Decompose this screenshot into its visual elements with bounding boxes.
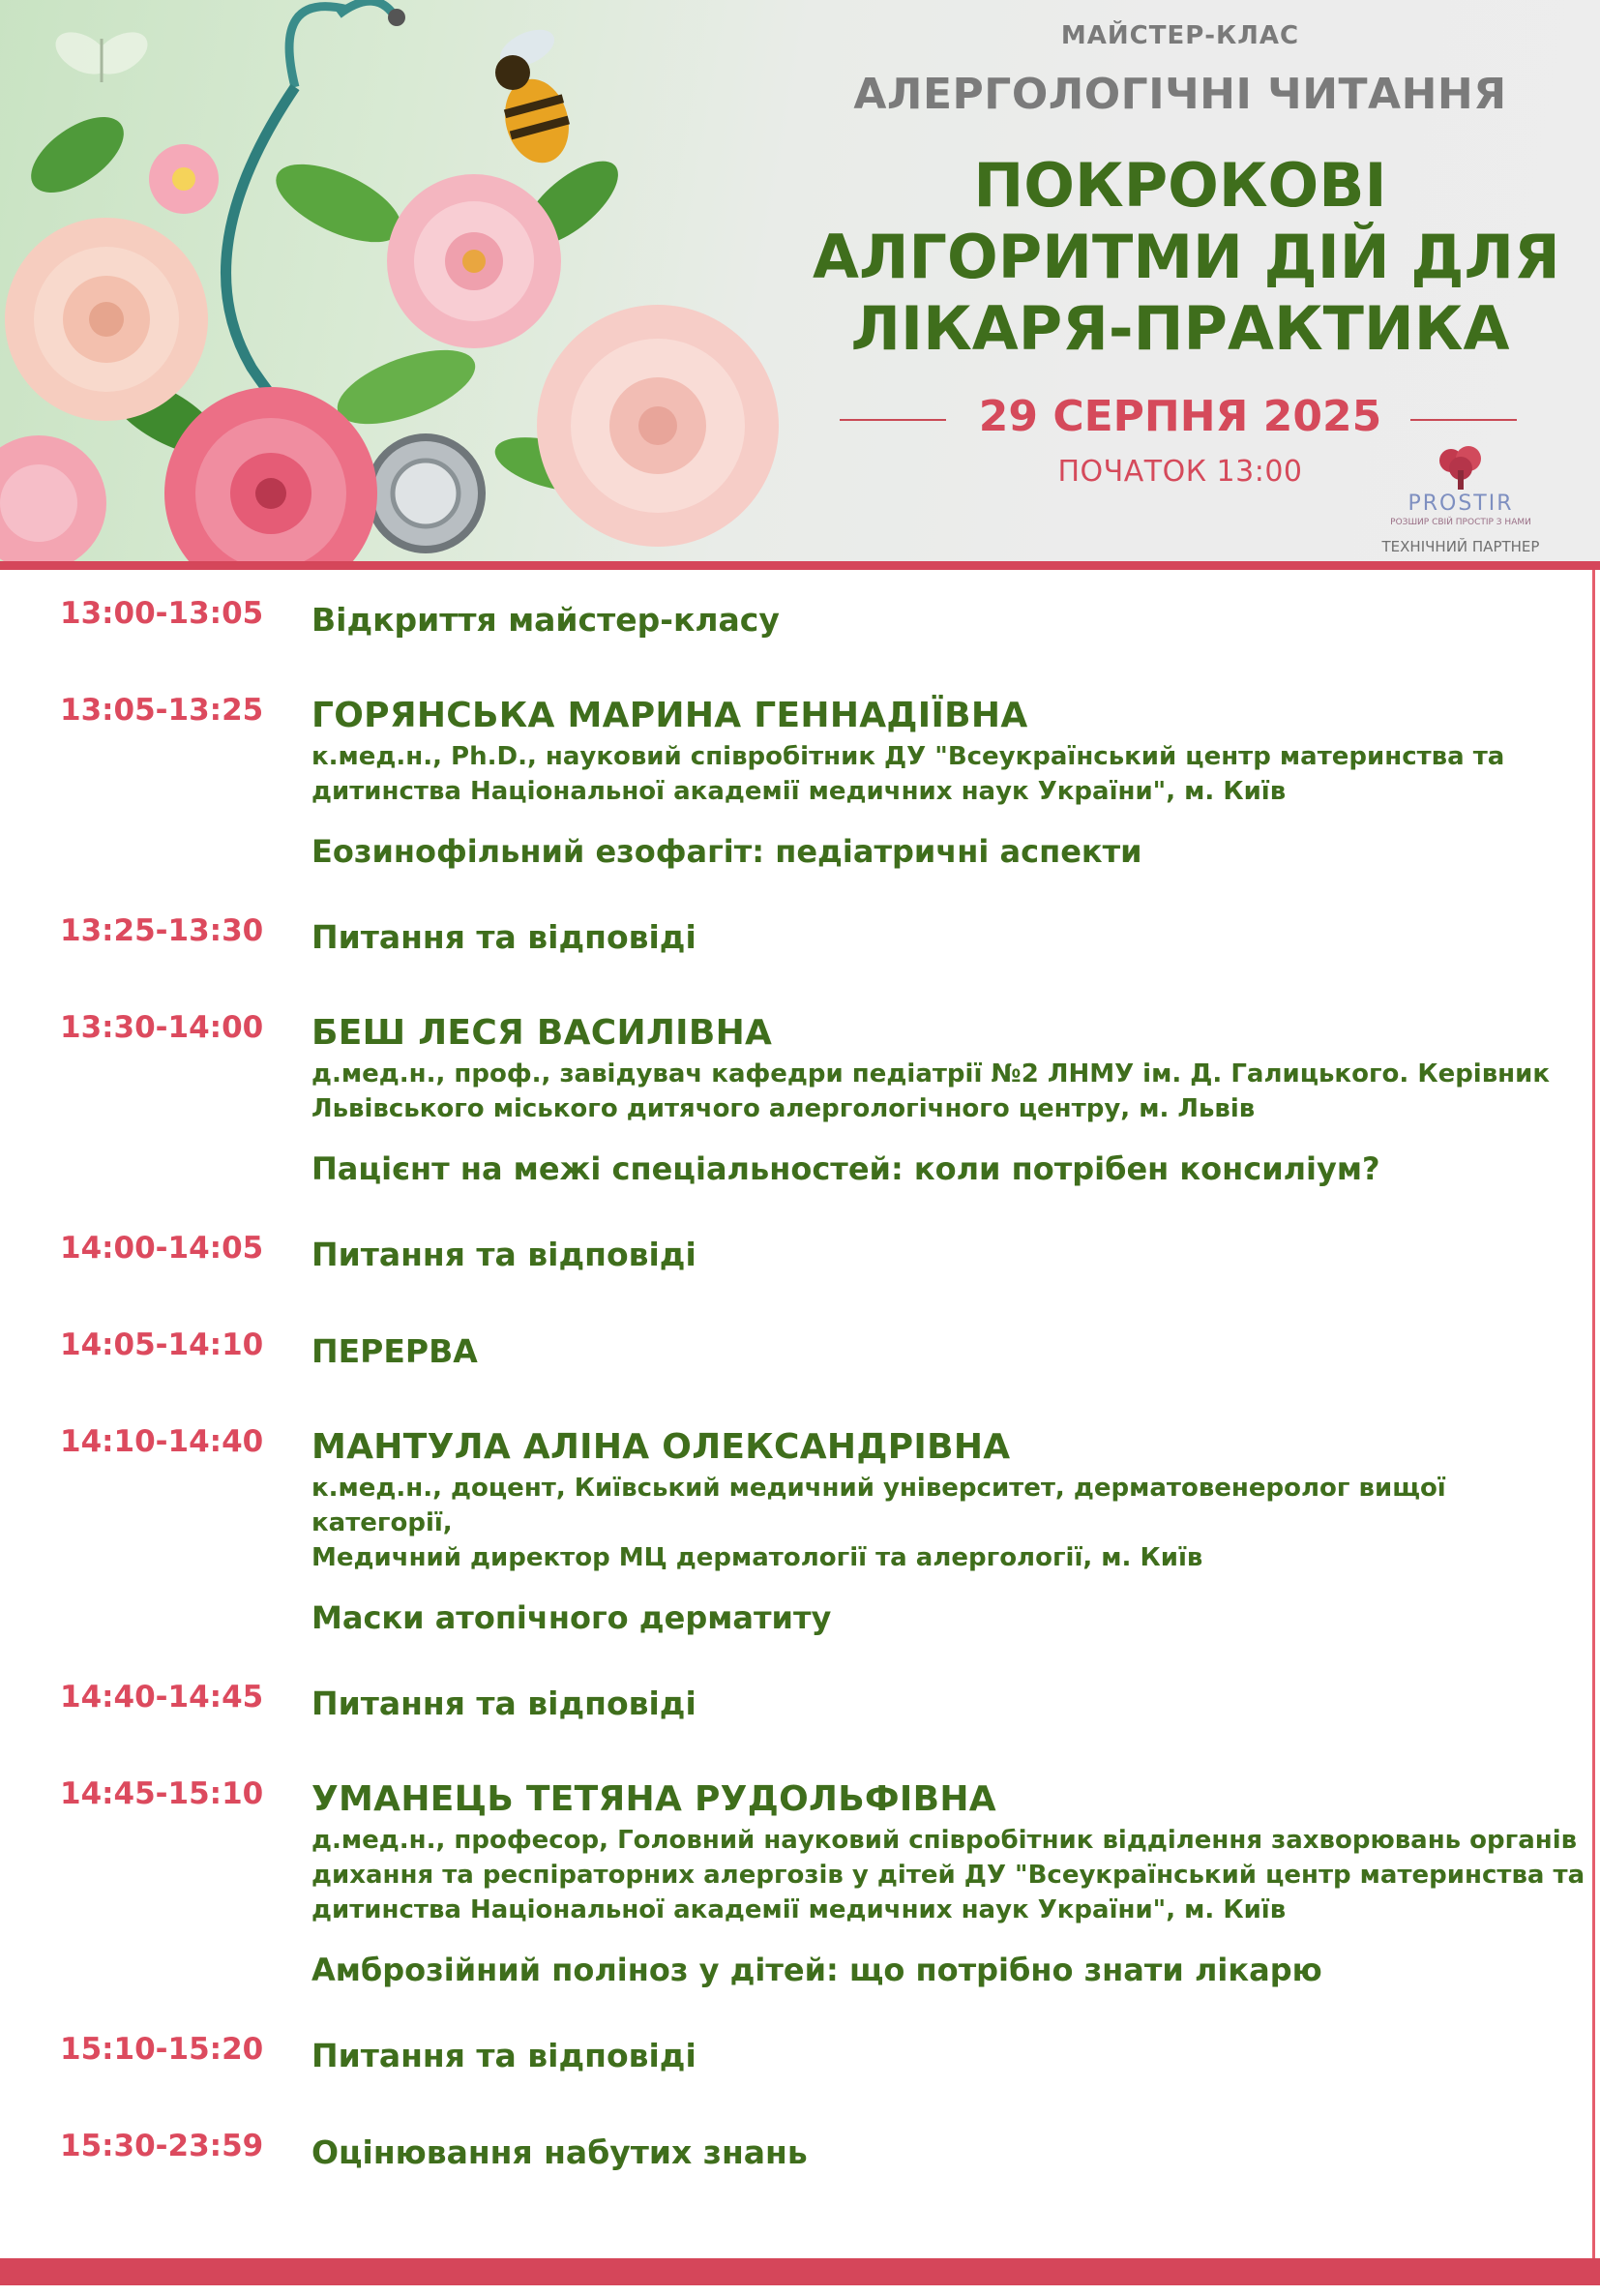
- header-divider-bar: [0, 561, 1600, 570]
- time-slot: 13:05-13:25: [60, 693, 264, 728]
- event-kicker: МАЙСТЕР-КЛАС: [1060, 21, 1300, 50]
- time-slot: 15:30-23:59: [60, 2129, 264, 2163]
- time-slot: 14:40-14:45: [60, 1680, 264, 1715]
- speaker-credentials: [311, 1057, 1588, 1126]
- program-item: [0, 1223, 1600, 1287]
- technical-partner: [1374, 445, 1548, 559]
- session-label: Питання та відповіді: [311, 1236, 696, 1273]
- time-slot: 13:00-13:05: [60, 596, 264, 631]
- partner-logo-tree-icon: [1436, 445, 1486, 492]
- flower-icon: [387, 174, 561, 348]
- leaf-icon: [18, 103, 136, 208]
- credentials-line: дихання та респіраторних алергозів у дітей ДУ "Всеукраїнський центр материнства та: [311, 1861, 1585, 1890]
- session-label: Питання та відповіді: [311, 1685, 696, 1722]
- flower-icon: [0, 435, 106, 561]
- speaker-name: БЕШ ЛЕСЯ ВАСИЛІВНА: [311, 1013, 773, 1053]
- speaker-name: МАНТУЛА АЛІНА ОЛЕКСАНДРІВНА: [311, 1427, 1011, 1467]
- flower-icon: [537, 305, 779, 547]
- credentials-line: к.мед.н., доцент, Київський медичний університет, дерматовенеролог вищої категорії,: [311, 1474, 1446, 1537]
- program-item: [0, 1672, 1600, 1736]
- program-item: [0, 2024, 1600, 2088]
- event-title: [813, 150, 1560, 365]
- header-banner: [0, 0, 1600, 561]
- credentials-line: дитинства Національної академії медичних наук України", м. Київ: [311, 1895, 1287, 1924]
- speaker-credentials: [311, 1471, 1588, 1575]
- footer-bar: [0, 2258, 1600, 2285]
- program-item: [0, 685, 1600, 873]
- talk-title: Пацієнт на межі спеціальностей: коли потрібен консиліум?: [311, 1150, 1380, 1187]
- talk-title: Маски атопічного дерматиту: [311, 1599, 832, 1636]
- program-item: [0, 2121, 1600, 2185]
- time-slot: 14:10-14:40: [60, 1424, 264, 1459]
- partner-logo-text: PROSTIR: [1407, 492, 1514, 516]
- date-divider-right: [1410, 419, 1517, 421]
- credentials-line: к.мед.н., Ph.D., науковий співробітник ДУ "Всеукраїнський центр материнства та: [311, 742, 1505, 771]
- credentials-line: д.мед.н., проф., завідувач кафедри педіатрії №2 ЛНМУ ім. Д. Галицького. Керівник: [311, 1059, 1551, 1088]
- credentials-line: Медичний директор МЦ дерматології та алергології, м. Київ: [311, 1543, 1203, 1572]
- title-line: АЛГОРИТМИ ДІЙ ДЛЯ: [813, 222, 1560, 292]
- session-label: Питання та відповіді: [311, 918, 696, 956]
- talk-title: Амброзійний поліноз у дітей: що потрібно знати лікарю: [311, 1952, 1322, 1988]
- time-slot: 13:25-13:30: [60, 913, 264, 948]
- session-label: Оцінювання набутих знань: [311, 2133, 808, 2171]
- speaker-credentials: [311, 1823, 1588, 1927]
- time-slot: 14:00-14:05: [60, 1231, 264, 1266]
- title-line: ЛІКАРЯ-ПРАКТИКА: [850, 293, 1510, 364]
- program-schedule: [0, 588, 1600, 2218]
- credentials-line: дитинства Національної академії медичних наук України", м. Київ: [311, 777, 1287, 806]
- start-time: ПОЧАТОК 13:00: [1057, 455, 1303, 489]
- program-item: [0, 1769, 1600, 1991]
- time-slot: 14:05-14:10: [60, 1327, 264, 1362]
- partner-role: ТЕХНІЧНИЙ ПАРТНЕР: [1381, 538, 1540, 555]
- credentials-line: д.мед.н., професор, Головний науковий співробітник відділення захворювань органів: [311, 1826, 1578, 1855]
- event-date-row: [813, 387, 1548, 449]
- session-label: ПЕРЕРВА: [311, 1332, 478, 1370]
- program-item: [0, 588, 1600, 652]
- time-slot: 13:30-14:00: [60, 1010, 264, 1045]
- flowers-stethoscope-illustration: [0, 0, 871, 561]
- program-item: [0, 906, 1600, 969]
- leaf-icon: [328, 335, 484, 439]
- talk-title: Еозинофільний езофагіт: педіатричні аспекти: [311, 833, 1142, 870]
- butterfly-icon: [48, 23, 155, 82]
- speaker-credentials: [311, 739, 1588, 809]
- event-series: АЛЕРГОЛОГІЧНІ ЧИТАННЯ: [853, 70, 1507, 119]
- time-slot: 14:45-15:10: [60, 1776, 264, 1811]
- title-line: ПОКРОКОВІ: [973, 150, 1387, 221]
- program-item: [0, 1320, 1600, 1384]
- time-slot: 15:10-15:20: [60, 2032, 264, 2067]
- flower-icon: [5, 218, 208, 421]
- program-item: [0, 1416, 1600, 1639]
- event-date: 29 СЕРПНЯ 2025: [978, 392, 1382, 441]
- credentials-line: Львівського міського дитячого алергологічного центру, м. Львів: [311, 1094, 1256, 1123]
- program-item: [0, 1002, 1600, 1190]
- partner-tagline: РОЗШИР СВІЙ ПРОСТІР З НАМИ: [1390, 518, 1531, 527]
- bee-icon: [494, 22, 578, 170]
- session-label: Відкриття майстер-класу: [311, 601, 780, 639]
- session-label: Питання та відповіді: [311, 2037, 696, 2074]
- speaker-name: УМАНЕЦЬ ТЕТЯНА РУДОЛЬФІВНА: [311, 1779, 996, 1819]
- speaker-name: ГОРЯНСЬКА МАРИНА ГЕННАДІЇВНА: [311, 696, 1028, 735]
- flower-icon: [149, 144, 219, 214]
